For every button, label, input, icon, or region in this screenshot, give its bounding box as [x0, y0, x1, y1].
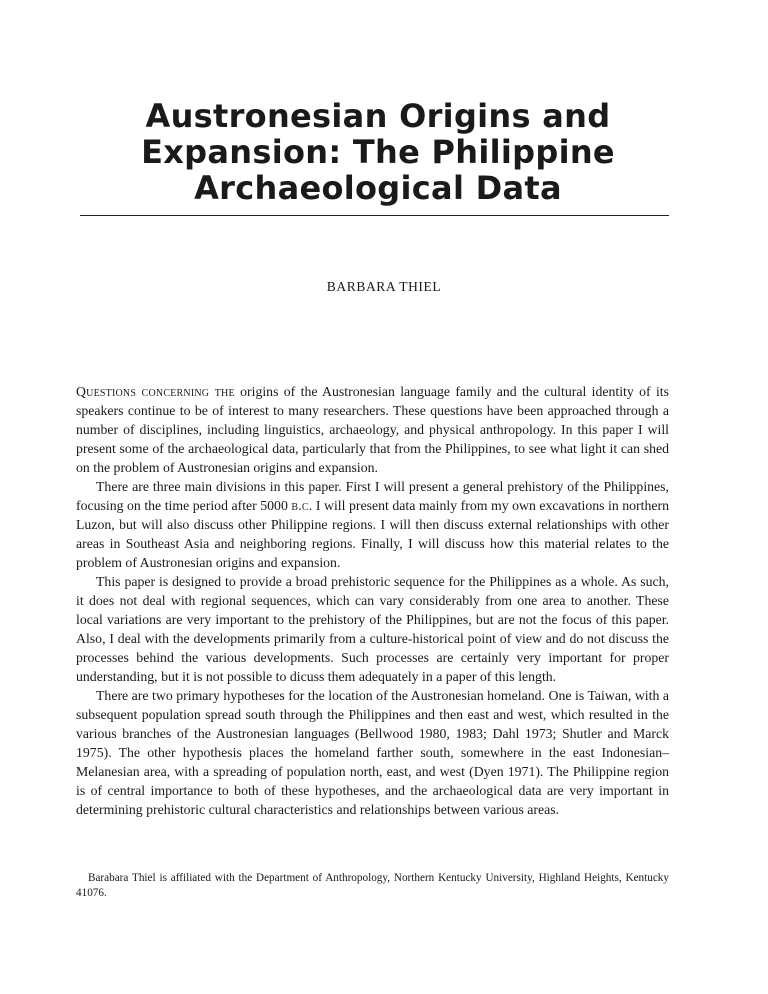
article-title-line-3: Archaeological Data: [194, 169, 562, 207]
paragraph-1-lead-smallcaps: Questions concerning the: [76, 384, 235, 399]
article-body: [76, 382, 669, 819]
paragraph-2: [76, 477, 669, 572]
article-title-line-2: Expansion: The Philippine: [141, 133, 615, 171]
title-rule-divider: [80, 215, 669, 216]
paragraph-1-text: origins of the Austronesian language family and the cultural identity of its speakers continue to be of interest to many researchers. These questions have been approached through a number of disciplines, including linguistics, archaeology, and physical anthropology. In this paper I will present some of the archaeological data, particularly that from the Philippines, to see what light it can shed on the problem of Austronesian origins and expansion.: [76, 384, 669, 475]
article-title: [80, 98, 676, 206]
paragraph-2-bc-abbrev: b.c.: [291, 498, 313, 513]
paragraph-2-text-before: There are three main divisions in this paper. First I will present a general prehistory of the Philippines, focusing on the time period after 5000: [76, 479, 669, 513]
paragraph-4: There are two primary hypotheses for the location of the Austronesian homeland. One is Taiwan, with a subsequent population spread south through the Philippines and then east and west, which resulted in the various branches of the Austronesian languages (Bellwood 1980, 1983; Dahl 1973; Shutler and Marck 1975). The other hypothesis places the homeland farther south, somewhere in the east Indonesian–Melanesian area, with a spreading of population north, east, and west (Dyen 1971). The Philippine region is of central importance to both of these hypotheses, and the archaeological data are very important in determining prehistoric cultural characteristics and relationships between various areas.: [76, 688, 669, 817]
author-affiliation-footnote: Barabara Thiel is affiliated with the Department of Anthropology, Northern Kentucky University, Highland Heights, Kentucky 41076.: [76, 872, 669, 899]
paragraph-1: [76, 382, 669, 477]
paragraph-2-text-after: I will present data mainly from my own excavations in northern Luzon, but will also discuss other Philippine regions. I will then discuss external relationships with other areas in Southeast Asia and neighboring regions. Finally, I will discuss how this material relates to the problem of Austronesian origins and expansion.: [76, 498, 669, 570]
article-title-line-1: Austronesian Origins and: [145, 97, 611, 135]
paragraph-3: This paper is designed to provide a broad prehistoric sequence for the Philippines as a whole. As such, it does not deal with regional sequences, which can vary considerably from one area to another. These local variations are very important to the prehistory of the Philippines, but are not the focus of this paper. Also, I deal with the developments primarily from a culture-historical point of view and do not discuss the processes behind the various developments. Such processes are certainly very important for proper understanding, but it is not possible to dicuss them adequately in a paper of this length.: [76, 574, 669, 684]
author-name: BARBARA THIEL: [326, 279, 442, 294]
